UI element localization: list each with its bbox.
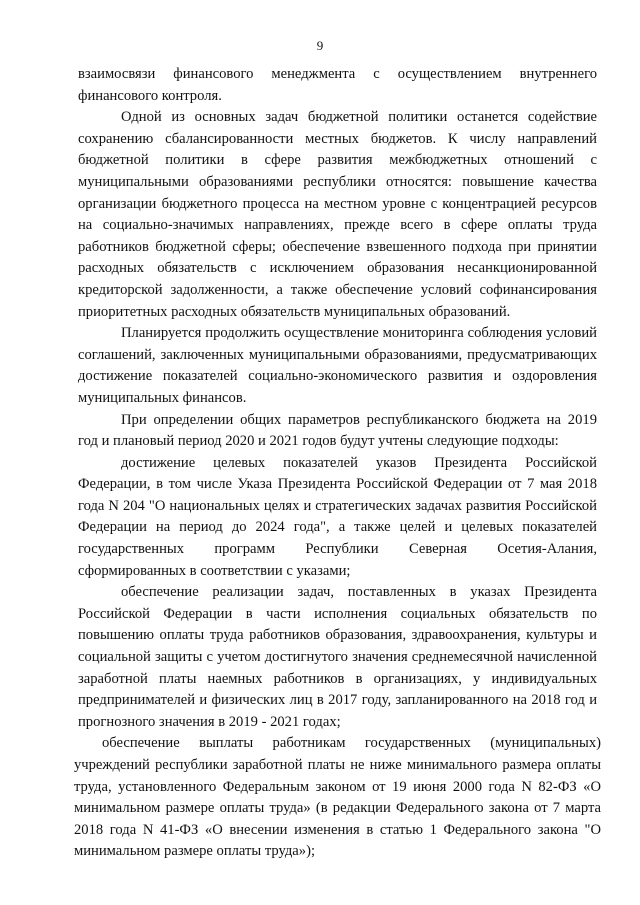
paragraph-budget-policy: Одной из основных задач бюджетной политики останется содействие сохранению сбалансированности местных бюджетов. К числу направлений бюджетной политики в сфере развития межбюджетных отношений с муниципальными образованиями республики относятся: повышение качества организации бюджетного процесса на местном уровне с концентрацией ресурсов на социально-значимых направлениях, прежде всего в сфере оплаты труда работников бюджетной сферы; обеспечение взвешенного подхода при принятии расходных обязательств с исключением образования несанкционированной кредиторской задолженности, а также обеспечение условий софинансирования приоритетных расходных обязательств муниципальных образований. xyxy=(78,109,597,320)
paragraph-minimum-wage: обеспечение выплаты работникам государственных (муниципальных) учреждений республики заработной платы не ниже минимального размера оплаты труда, установленного Федеральным законом от 19 июня 2000 года N 82-ФЗ «О минимальном размере оплаты труда» (в редакции Федерального закона от 7 марта 2018 года N 41-ФЗ «О внесении изменения в статью 1 Федерального закона "О минимальном размере оплаты труда»); xyxy=(74,735,601,860)
page-number: 9 xyxy=(316,38,324,53)
paragraph-financial-control: взаимосвязи финансового менеджмента с осуществлением внутреннего финансового контроля. xyxy=(78,66,597,104)
paragraph-target-indicators: достижение целевых показателей указов Президента Российской Федерации, в том числе Указа Президента Российской Федерации от 7 мая 2018 года N 204 "О национальных целях и стратегических задачах развития Российской Федерации на период до 2024 года", а также целей и целевых показателей государственных программ Республики Северная Осетия-Алания, сформированных в соответствии с указами; xyxy=(78,454,597,579)
document-body xyxy=(74,64,601,863)
paragraph-social-obligations: обеспечение реализации задач, поставленных в указах Президента Российской Федерации в части исполнения социальных обязательств по повышению оплаты труда работников образования, здравоохранения, культуры и социальной защиты с учетом достигнутого значения среднемесячной начисленной заработной платы наемных работников в организациях, у индивидуальных предпринимателей и физических лиц в 2017 году, запланированного на 2018 год и прогнозного значения в 2019 - 2021 годах; xyxy=(78,584,597,730)
paragraph-budget-parameters: При определении общих параметров республиканского бюджета на 2019 год и плановый период 2020 и 2021 годов будут учтены следующие подходы: xyxy=(78,411,597,450)
paragraph-monitoring: Планируется продолжить осуществление мониторинга соблюдения условий соглашений, заключенных муниципальными образованиями, предусматривающих достижение показателей социально-экономического развития и оздоровления муниципальных финансов. xyxy=(78,325,597,406)
